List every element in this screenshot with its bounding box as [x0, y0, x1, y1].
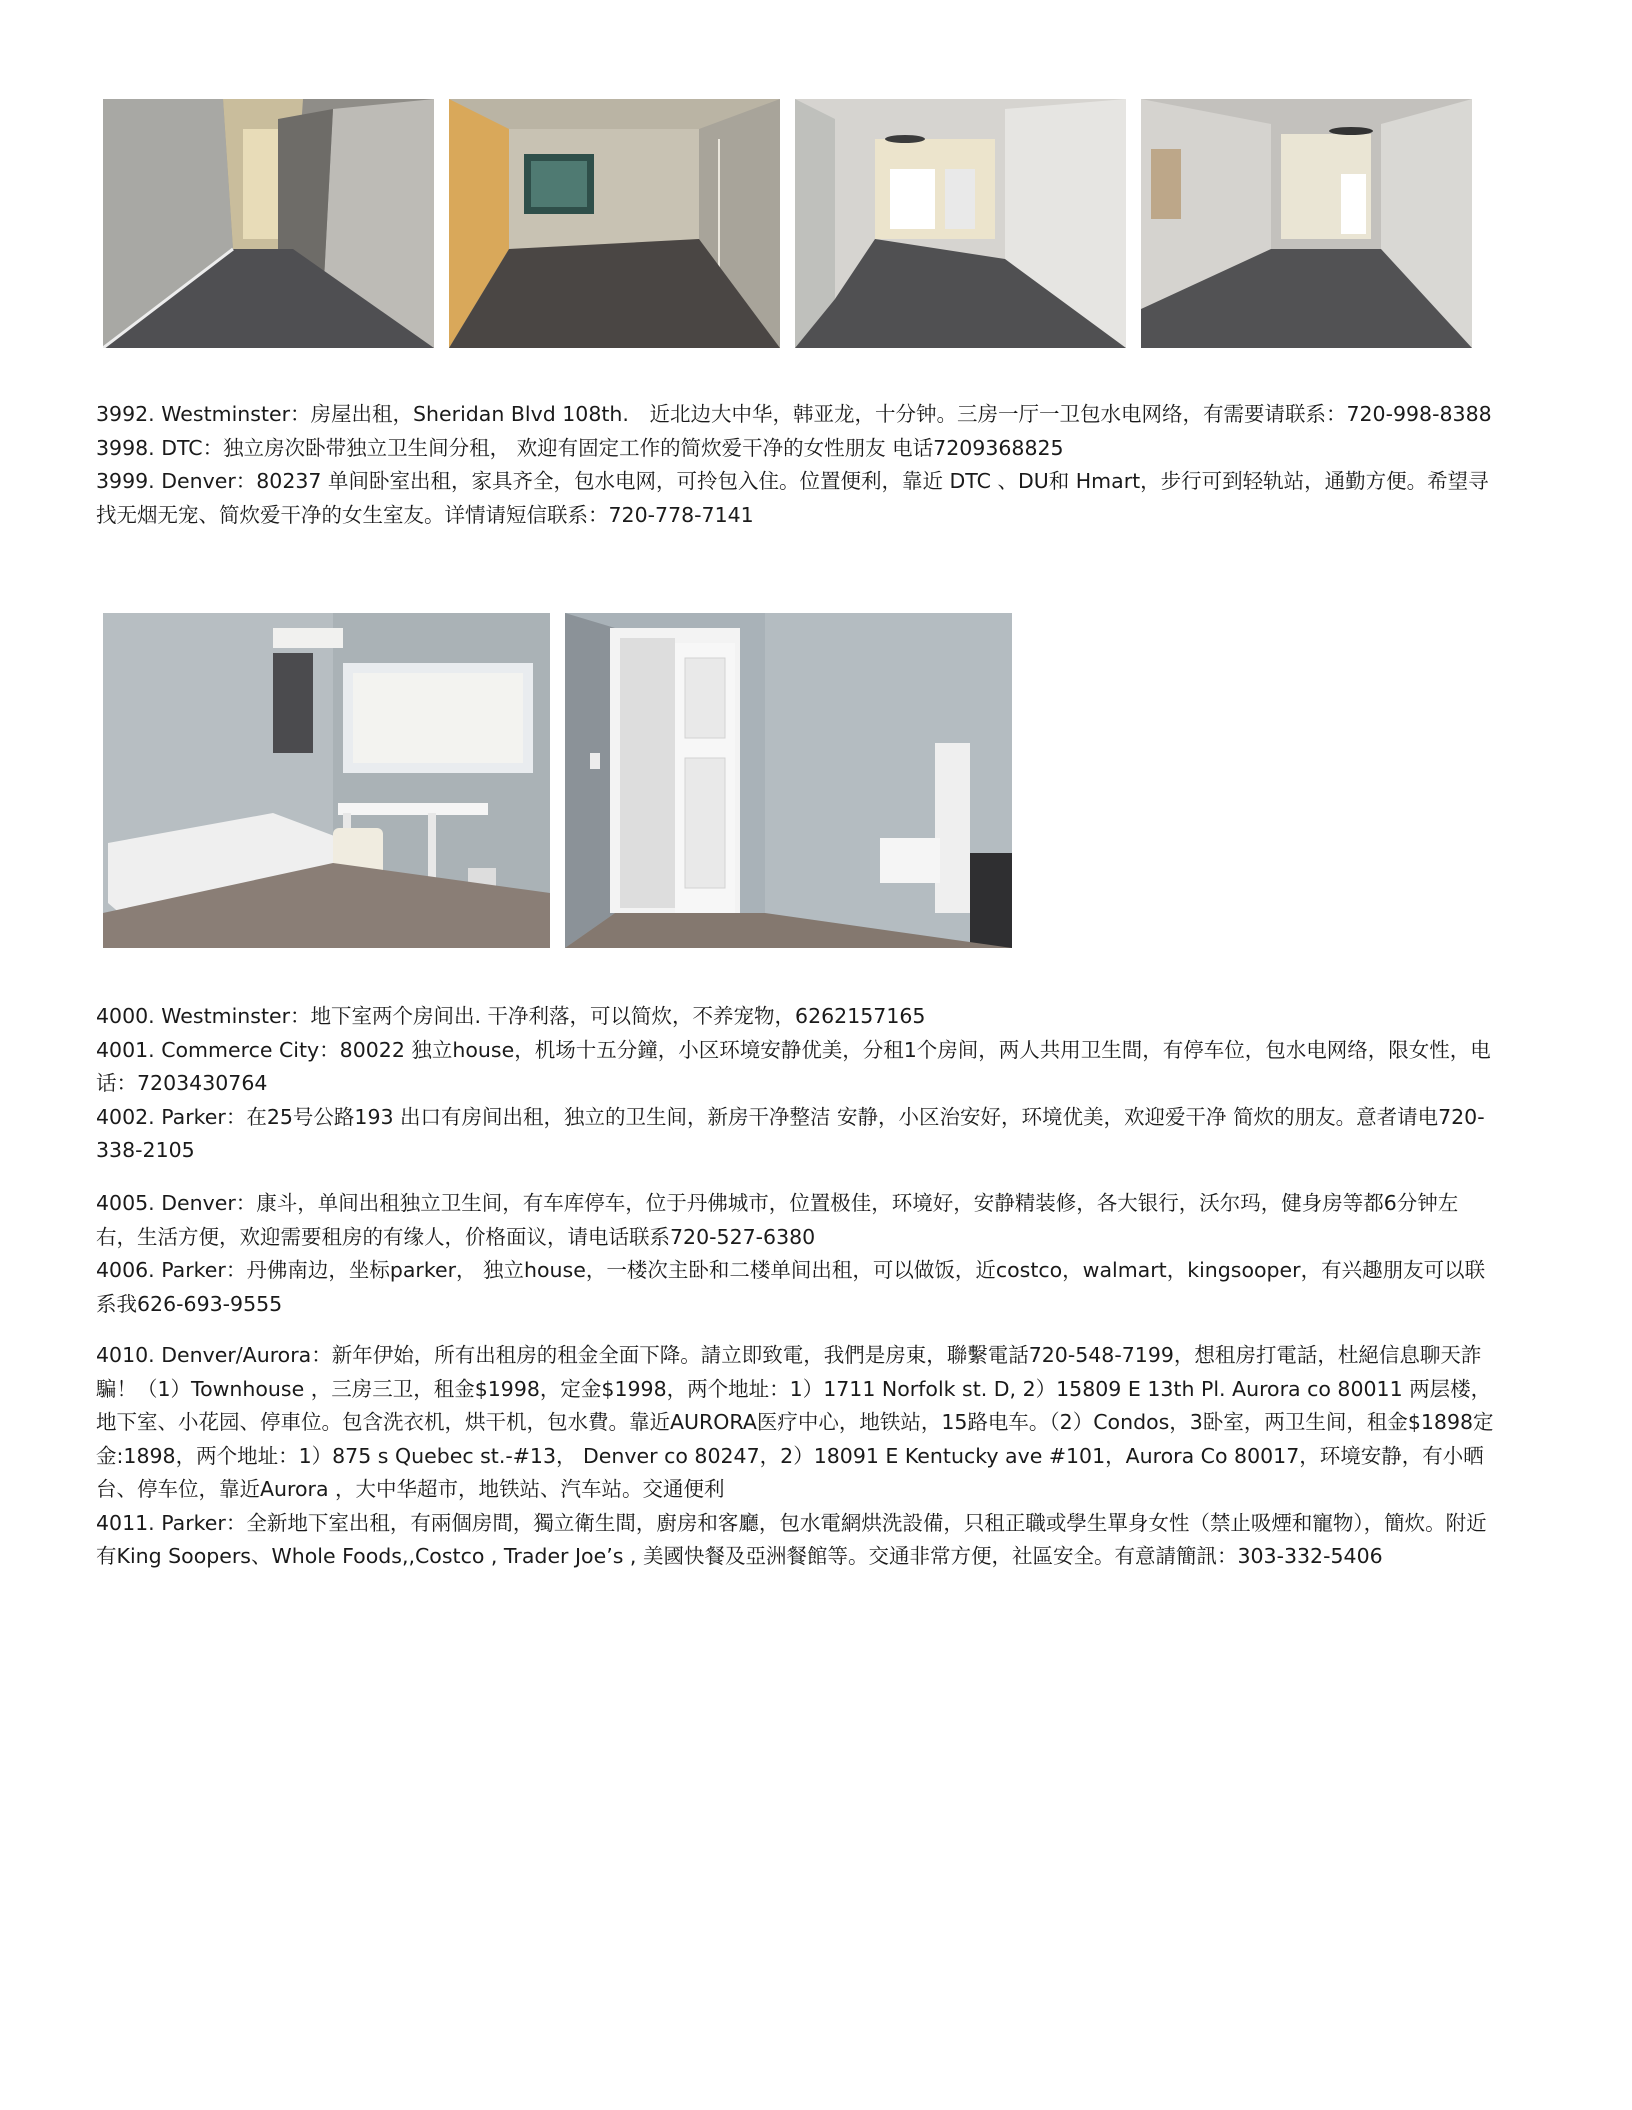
- living-room-photo: [1141, 99, 1472, 348]
- listing-3992: 3992. Westminster：房屋出租，Sheridan Blvd 108th. 近北边大中华，韩亚龙，十分钟。三房一厅一卫包水电网络，有需要请联系：720-998-8388: [96, 402, 1492, 426]
- listing-3999: 3999. Denver：80237 单间卧室出租，家具齐全，包水电网，可拎包入住。位置便利，靠近 DTC 、DU和 Hmart，步行可到轻轨站，通勤方便。希望寻找无烟无宠、简炊爱干净的女生室友。详情请短信联系：720-778-7141: [96, 469, 1489, 527]
- photo-row-1: [103, 99, 1472, 348]
- photo-row-2: [103, 613, 1012, 948]
- listing-block-2: [96, 1000, 1498, 1168]
- listing-3998: 3998. DTC：独立房次卧带独立卫生间分租， 欢迎有固定工作的简炊爱干净的女性朋友 电话7209368825: [96, 435, 1064, 460]
- listing-block-1: [96, 398, 1498, 532]
- room-window-photo: [449, 99, 780, 348]
- listing-4002: 4002. Parker：在25号公路193 出口有房间出租，独立的卫生间，新房干净整洁 安静，小区治安好，环境优美，欢迎爱干净 简炊的朋友。意者请电720-338-2105: [96, 1104, 1485, 1162]
- bedroom-bed-desk-photo: [103, 613, 550, 948]
- listing-4005: 4005. Denver：康斗，单间出租独立卫生间，有车库停车，位于丹佛城市，位置极佳，环境好，安静精装修，各大银行，沃尔玛，健身房等都6分钟左右，生活方便，欢迎需要租房的有缘人，价格面议，请电话联系720-527-6380: [96, 1191, 1459, 1249]
- bedroom-closet-photo: [565, 613, 1012, 948]
- listing-4011: 4011. Parker：全新地下室出租，有兩個房間，獨立衛生間，廚房和客廳，包水電網烘洗設備，只租正職或學生單身女性（禁止吸煙和寵物），簡炊。附近有King Soopers、Whole Foods,,Costco , Trader Joe’s , 美國快餐及亞洲餐館等。交通非常方便，社區安全。有意請簡訊：303-332-5406: [96, 1510, 1487, 1568]
- listing-4001: 4001. Commerce City：80022 独立house，机场十五分鐘，小区环境安静优美，分租1个房间，两人共用卫生間，有停车位，包水电网络，限女性，电话：7203430764: [96, 1037, 1491, 1095]
- living-kitchen-photo: [795, 99, 1126, 348]
- listing-4000: 4000. Westminster：地下室两个房间出. 干净利落，可以简炊，不养宠物，6262157165: [96, 1004, 926, 1028]
- listing-4010: 4010. Denver/Aurora：新年伊始，所有出租房的租金全面下降。請立即致電，我們是房東，聯繫電話720-548-7199，想租房打電話，杜絕信息聊天詐騙！（1）Townhouse ，三房三卫，租金$1998，定金$1998，两个地址：1）1711 Norfolk st. D, 2）15809 E 13th Pl. Aurora co 80011 两层楼，地下室、小花园、停車位。包含洗衣机，烘干机，包水費。靠近AURORA医疗中心，地铁站，15路电车。（2）Condos，3卧室，两卫生间，租金$1898定金:1898，两个地址：1）875 s Quebec st.-#13， Denver co 80247，2）18091 E Kentucky ave #101，Aurora Co 80017，环境安静，有小晒台、停车位，靠近Aurora ，大中华超市，地铁站、汽车站。交通便利: [96, 1343, 1494, 1501]
- listing-block-3: [96, 1187, 1498, 1321]
- listing-block-4: [96, 1339, 1498, 1574]
- hallway-mirror-photo: [103, 99, 434, 348]
- listing-4006: 4006. Parker：丹佛南边，坐标parker， 独立house，一楼次主卧和二楼单间出租，可以做饭，近costco，walmart，kingsooper，有兴趣朋友可以联系我626-693-9555: [96, 1258, 1486, 1316]
